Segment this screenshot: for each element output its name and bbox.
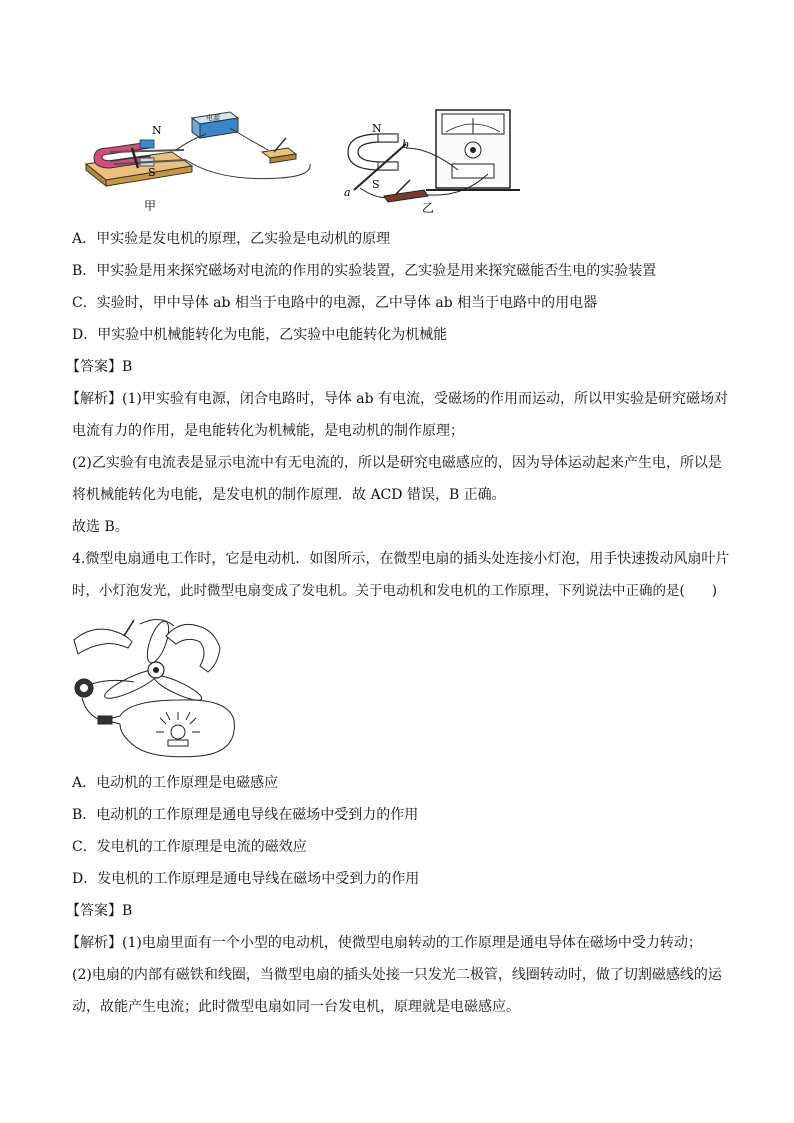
q4-option-c: C．发电机的工作原理是电流的磁效应	[72, 839, 307, 855]
figure-fan-generator	[70, 612, 240, 762]
experiment-illustration	[80, 104, 520, 218]
q3-analysis-line-3: (2)乙实验有电流表是显示电流中有无电流的，所以是研究电磁感应的，因为导体运动起来产生电，所以是	[72, 455, 722, 471]
q3-option-c: C．实验时，甲中导体 ab 相当于电路中的电源，乙中导体 ab 相当于电路中的用电器	[72, 295, 598, 311]
caption-yi: 乙	[422, 201, 435, 215]
q3-analysis-line-5: 故选 B。	[72, 519, 129, 535]
q4-analysis-line-3: 动，故能产生电流；此时微型电扇如同一台发电机，原理就是电磁感应。	[72, 999, 520, 1015]
conductor-b-label: b	[402, 138, 410, 151]
q3-option-b: B．甲实验是用来探究磁场对电流的作用的实验装置，乙实验是用来探究磁能否生电的实验装置	[72, 263, 657, 279]
power-supply-label: 电源	[206, 114, 220, 122]
q3-option-d: D．甲实验中机械能转化为电能，乙实验中电能转化为机械能	[72, 327, 448, 343]
figure-motor-generator-experiments	[80, 104, 520, 218]
caption-jia: 甲	[144, 199, 157, 213]
q4-stem-line-1: 4.微型电扇通电工作时，它是电动机．如图所示，在微型电扇的插头处连接小灯泡，用手快速拨动风扇叶片	[72, 551, 730, 567]
q3-analysis-line-4: 将机械能转化为电能，是发电机的制作原理．故 ACD 错误，B 正确。	[72, 487, 506, 503]
magnet-s-label-1: S	[148, 166, 156, 179]
q4-analysis-line-2: (2)电扇的内部有磁铁和线圈，当微型电扇的插头处接一只发光二极管，线圈转动时，做了切割磁感线的运	[72, 967, 722, 983]
q3-analysis-line-2: 电流有力的作用，是电能转化为机械能，是电动机的制作原理；	[72, 423, 464, 439]
fan-bulb-illustration	[70, 612, 240, 762]
magnet-n-label-2: N	[372, 122, 382, 135]
q4-analysis-line-1: 【解析】(1)电扇里面有一个小型的电动机，使微型电扇转动的工作原理是通电导体在磁场中受力转动；	[66, 935, 702, 951]
magnet-n-label-1: N	[152, 124, 162, 137]
q3-answer: 【答案】B	[66, 359, 133, 375]
conductor-a-label: a	[344, 186, 351, 199]
q4-option-d: D．发电机的工作原理是通电导线在磁场中受到力的作用	[72, 871, 420, 887]
q3-option-a: A．甲实验是发电机的原理，乙实验是电动机的原理	[72, 231, 391, 247]
q4-answer: 【答案】B	[66, 903, 133, 919]
magnet-s-label-2: S	[372, 178, 380, 191]
q3-analysis-line-1: 【解析】(1)甲实验有电源，闭合电路时，导体 ab 有电流，受磁场的作用而运动，所以甲实验是研究磁场对	[66, 391, 729, 407]
q4-stem-line-2: 时，小灯泡发光，此时微型电扇变成了发电机。关于电动机和发电机的工作原理，下列说法中正确的是( )	[72, 583, 718, 599]
q4-option-b: B．电动机的工作原理是通电导线在磁场中受到力的作用	[72, 807, 419, 823]
q4-option-a: A．电动机的工作原理是电磁感应	[72, 775, 279, 791]
